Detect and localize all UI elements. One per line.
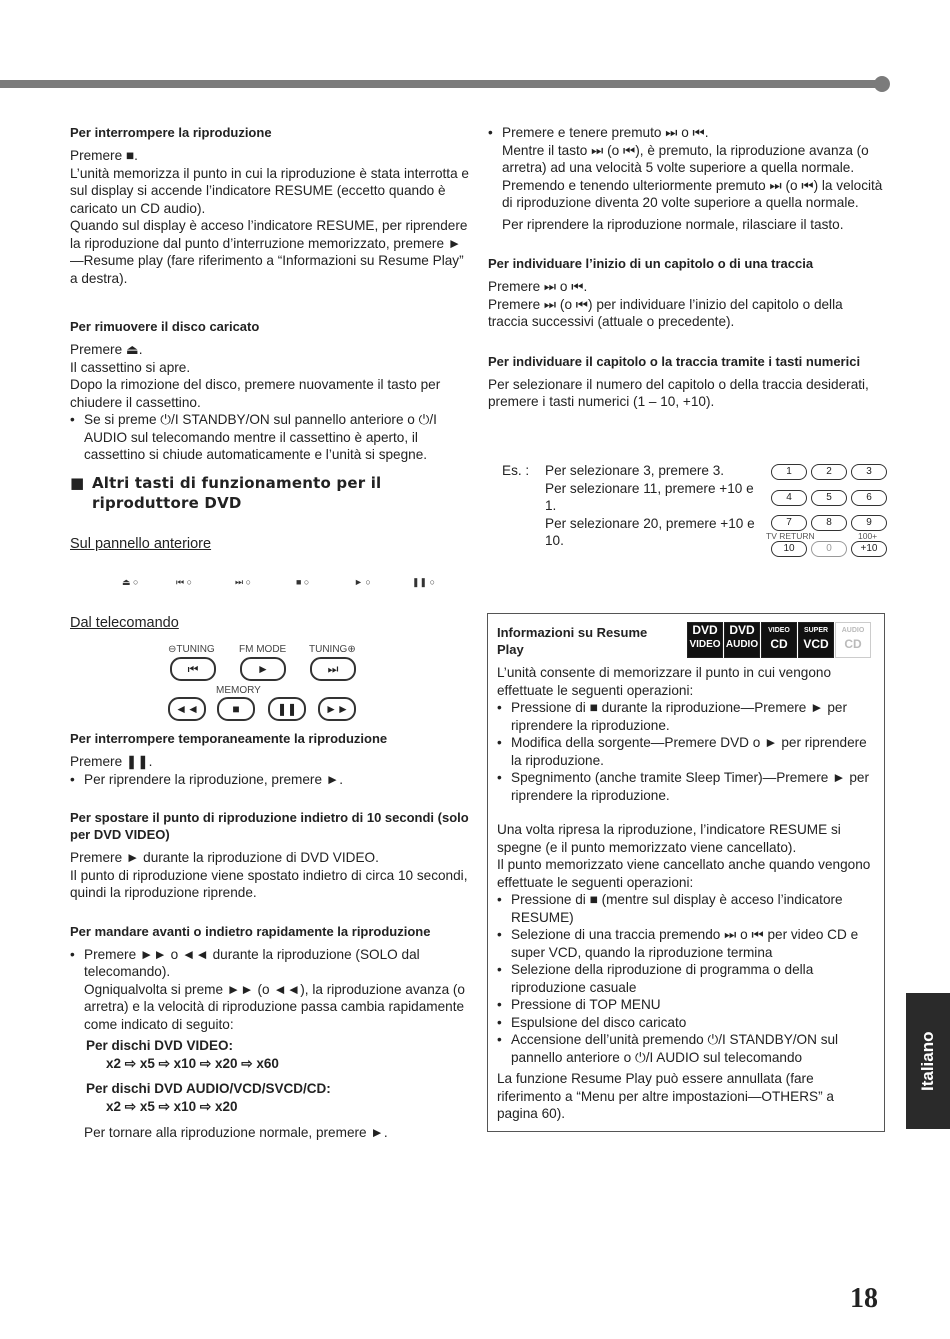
page-number: 18: [850, 1283, 878, 1314]
heading-remove-disc: Per rimuovere il disco caricato: [70, 319, 260, 334]
box-body: [497, 664, 877, 1123]
resume-info-box: [487, 613, 885, 1132]
remote-next-button: ⏭: [310, 657, 356, 681]
next-icon: ⏭ ○: [235, 577, 252, 587]
key-2: 2: [811, 464, 847, 480]
video-cd-logo: VIDEO CD: [761, 622, 797, 658]
play-icon: ► ○: [354, 577, 371, 587]
front-panel-label: Sul pannello anteriore: [70, 536, 212, 552]
bullet: • Premere ►► o ◄◄ durante la riproduzione (SOLO dal telecomando).: [70, 946, 470, 981]
language-tab-label: Italiano: [918, 1031, 937, 1091]
left-column: [70, 124, 470, 464]
text: Il punto di riproduzione viene spostato indietro di circa 10 secondi, quindi la riproduzione riprende.: [70, 867, 468, 900]
section-marker: ■: [70, 474, 85, 492]
header-rule: [0, 80, 880, 88]
heading-stop: Per interrompere la riproduzione: [70, 125, 272, 140]
key-10: 10: [771, 541, 807, 557]
text: Per tornare alla riproduzione normale, premere ►.: [84, 1125, 388, 1140]
section-title: Altri tasti di funzionamento per il riproduttore DVD: [92, 474, 382, 512]
key-8: 8: [811, 515, 847, 531]
dvd-video-logo: DVD VIDEO: [687, 622, 723, 658]
text: Premere ⏏.: [70, 342, 143, 357]
bullet: • Premere e tenere premuto ⏭ o ⏮.: [488, 124, 886, 142]
bullet: • Se si preme ⏻/I STANDBY/ON sul pannello anteriore o ⏻/I AUDIO sul telecomando mentre il cassettino è aperto, il cassettino si chiude automaticamente e l’unità si spegne.: [70, 411, 470, 464]
text: Per riprendere la riproduzione normale, rilasciare il tasto.: [502, 216, 844, 232]
fm-mode-label: FM MODE: [239, 644, 287, 655]
remote-label: Dal telecomando: [70, 615, 179, 631]
right-column: [488, 124, 886, 411]
bullet: • Modifica della sorgente—Premere DVD o ► per riprendere la riproduzione.: [497, 734, 877, 769]
heading-pause: Per interrompere temporaneamente la riproduzione: [70, 731, 388, 746]
remote-play-button: ►: [240, 657, 286, 681]
text: L’unità memorizza il punto in cui la riproduzione è stata interrotta e sul display si accende l’indicatore RESUME (eccetto quando è caricato un CD audio).: [70, 165, 469, 216]
text: Per selezionare il numero del capitolo o della traccia desiderati, premere i tasti numerici (1 – 10, +10).: [488, 376, 869, 409]
heading-skip-back: Per spostare il punto di riproduzione indietro di 10 secondi (solo per DVD VIDEO): [70, 810, 469, 842]
header-rule-dot: [874, 76, 890, 92]
tv-return-label: TV RETURN: [766, 531, 815, 541]
dvd-video-speeds-title: Per dischi DVD VIDEO:: [86, 1038, 234, 1053]
numeric-keypad: [766, 464, 888, 558]
pause-icon: ❚❚ ○: [412, 577, 436, 587]
box-title: Informazioni su Resume Play: [497, 625, 648, 657]
key-0: 0: [811, 541, 847, 557]
other-speeds: x2 ⇨ x5 ⇨ x10 ⇨ x20: [106, 1099, 238, 1114]
prev-icon: ⏮ ○: [176, 577, 193, 587]
text: Il cassettino si apre.: [70, 359, 191, 375]
remote-pause-button: ❚❚: [268, 697, 306, 721]
stop-icon: ■ ○: [296, 577, 310, 587]
bullet: • Per riprendere la riproduzione, premere ►.: [70, 771, 470, 789]
eject-icon: ⏏ ○: [122, 577, 139, 587]
text: Premere ⏭ o ⏮.: [488, 279, 588, 294]
memory-label: MEMORY: [216, 685, 261, 696]
remote-prev-button: ⏮: [170, 657, 216, 681]
key-1: 1: [771, 464, 807, 480]
key-5: 5: [811, 490, 847, 506]
left-column-lower: [70, 730, 470, 1142]
audio-cd-logo: AUDIO CD: [835, 622, 871, 658]
text: La funzione Resume Play può essere annullata (fare riferimento a “Menu per altre impostazioni—OTHERS” a pagina 60).: [497, 1071, 834, 1121]
tuning-minus-label: ⊖TUNING: [168, 644, 215, 655]
text: Premere ❚❚.: [70, 754, 153, 769]
remote-rewind-button: ◄◄: [168, 697, 206, 721]
text: Ogniqualvolta si preme ►► (o ◄◄), la riproduzione avanza (o arretra) e la velocità di riproduzione passa cambia rapidamente come indicato di seguito:: [84, 981, 465, 1032]
heading-numeric-keys: Per individuare il capitolo o la traccia tramite i tasti numerici: [488, 353, 861, 369]
disc-logos: [687, 622, 877, 658]
text: Dopo la rimozione del disco, premere nuovamente il tasto per chiudere il cassettino.: [70, 377, 441, 410]
other-speeds-title: Per dischi DVD AUDIO/VCD/SVCD/CD:: [86, 1081, 331, 1096]
text: Una volta ripresa la riproduzione, l’indicatore RESUME si spegne (e il punto memorizzato viene cancellato).: [497, 822, 841, 855]
bullet: • Pressione di TOP MENU: [497, 996, 877, 1014]
bullet: • Pressione di ■ (mentre sul display è acceso l’indicatore RESUME): [497, 891, 877, 926]
key-plus10: +10: [851, 541, 887, 557]
tuning-plus-label: TUNING⊕: [309, 644, 356, 655]
bullet: • Selezione della riproduzione di programma o della riproduzione casuale: [497, 961, 877, 996]
key-100-label: 100+: [858, 531, 878, 541]
bullet: • Spegnimento (anche tramite Sleep Timer)—Premere ► per riprendere la riproduzione.: [497, 769, 877, 804]
example-label: Es. :: [502, 463, 530, 478]
text: Premere ⏭ (o ⏮) per individuare l’inizio del capitolo o della traccia successivi (attuale o precedente).: [488, 296, 843, 329]
example-line: Per selezionare 3, premere 3.: [545, 463, 725, 478]
text: L’unità consente di memorizzare il punto in cui vengono effettuate le seguenti operazioni:: [497, 665, 832, 698]
heading-locate-chapter: Per individuare l’inizio di un capitolo o di una traccia: [488, 256, 814, 271]
bullet: • Accensione dell’unità premendo ⏻/I STANDBY/ON sul pannello anteriore o ⏻/I AUDIO sul telecomando: [497, 1031, 877, 1066]
key-3: 3: [851, 464, 887, 480]
example-line: Per selezionare 11, premere +10 e 1.: [545, 480, 754, 513]
text: Quando sul display è acceso l’indicatore RESUME, per riprendere la riproduzione dal punto d’interruzione memorizzato, premere ►—Resume play (fare riferimento a “Informazioni su Resume Play” a destra).: [70, 218, 468, 286]
super-vcd-logo: SUPER VCD: [798, 622, 834, 658]
text: Il punto memorizzato viene cancellato anche quando vengono effettuate le seguenti operazioni:: [497, 857, 871, 890]
remote-ff-button: ►►: [318, 697, 356, 721]
bullet: • Pressione di ■ durante la riproduzione—Premere ► per riprendere la riproduzione.: [497, 699, 877, 734]
key-6: 6: [851, 490, 887, 506]
text: Premere ■.: [70, 148, 138, 163]
remote-stop-button: ■: [217, 697, 255, 721]
remote-illustration: [160, 643, 370, 723]
key-4: 4: [771, 490, 807, 506]
text: Mentre il tasto ⏭ (o ⏮), è premuto, la riproduzione avanza (o arretra) ad una velocità 5 volte superiore a quella normale. Premendo e tenendo ulteriormente premuto ⏭ (o ⏮) la velocità di riproduzione diventa 20 volte superiore a quella normale.: [502, 142, 883, 210]
bullet: • Espulsione del disco caricato: [497, 1014, 877, 1032]
key-9: 9: [851, 515, 887, 531]
example-line: Per selezionare 20, premere +10 e 10.: [545, 515, 755, 548]
heading-fast-forward: Per mandare avanti o indietro rapidamente la riproduzione: [70, 923, 431, 939]
front-panel-buttons: [0, 574, 480, 588]
key-7: 7: [771, 515, 807, 531]
example-block: [502, 462, 762, 550]
bullet: • Selezione di una traccia premendo ⏭ o ⏮ per video CD e super VCD, quando la riproduzione termina: [497, 926, 877, 961]
text: Premere ► durante la riproduzione di DVD VIDEO.: [70, 850, 379, 865]
dvd-audio-logo: DVD AUDIO: [724, 622, 760, 658]
section-heading: [70, 473, 400, 513]
dvd-video-speeds: x2 ⇨ x5 ⇨ x10 ⇨ x20 ⇨ x60: [106, 1056, 279, 1071]
